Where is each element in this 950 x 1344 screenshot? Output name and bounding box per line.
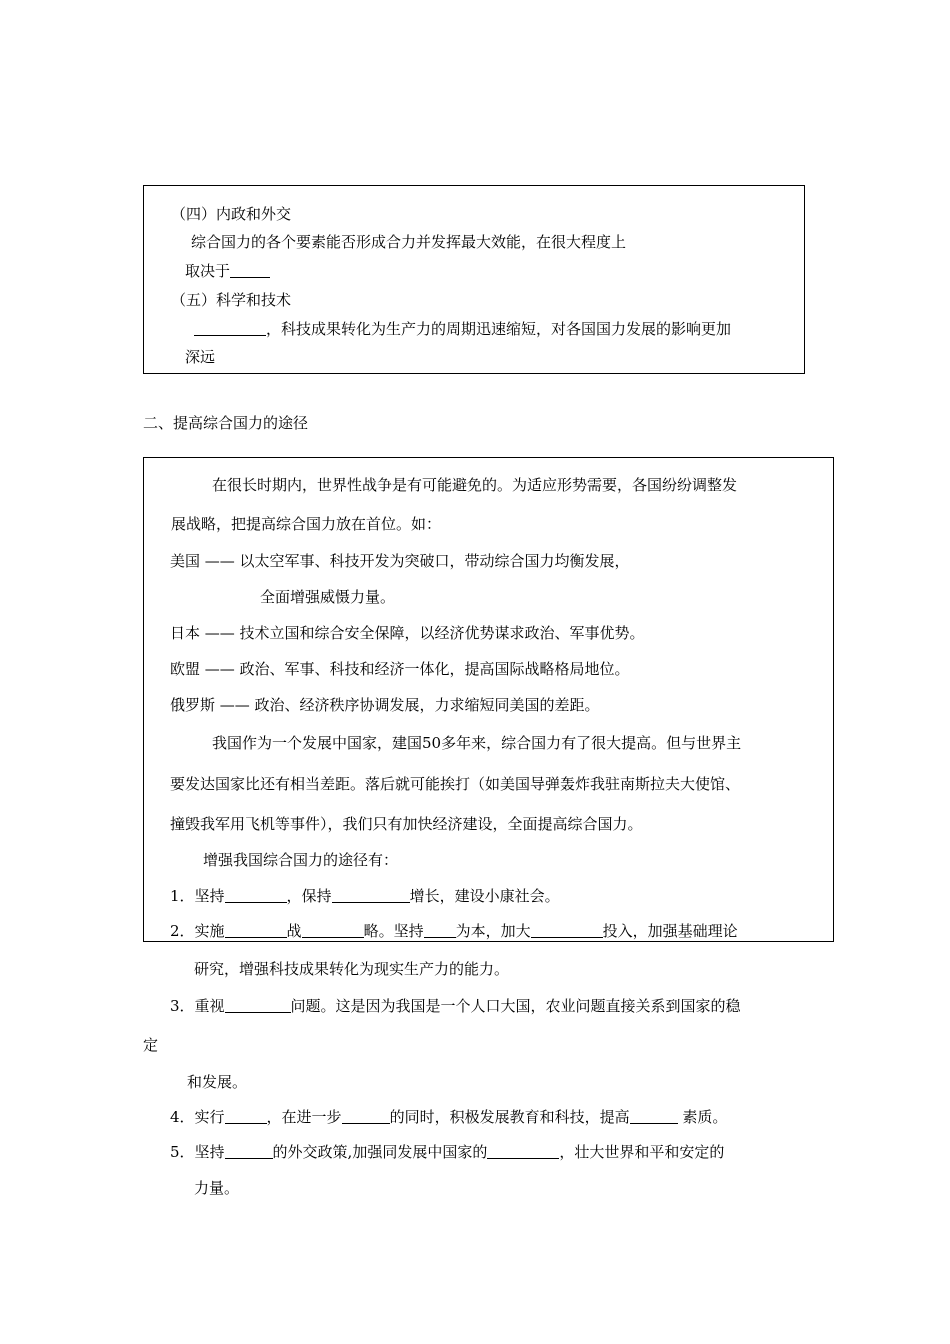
text-fragment: 1．坚持 [170, 887, 225, 905]
list-item [170, 885, 560, 906]
text-line: 撞毁我军用飞机等事件），我们只有加快经济建设，全面提高综合国力。 [170, 815, 643, 833]
text-fragment: 4．实行 [170, 1108, 225, 1126]
text-line: 力量。 [194, 1179, 240, 1197]
text-fragment: 素质。 [682, 1108, 728, 1126]
blank [630, 1108, 678, 1124]
text-fragment: ，科技成果转化为生产力的周期迅速缩短，对各国国力发展的影响更加 [266, 320, 732, 338]
text-line: 综合国力的各个要素能否形成合力并发挥最大效能，在很大程度上 [191, 233, 627, 251]
clipped-line [185, 342, 285, 366]
blank [225, 1108, 267, 1124]
text-fragment: 投入，加强基础理论 [602, 922, 738, 940]
text-line: 在很长时期内，世界性战争是有可能避免的。为适应形势需要，各国纷纷调整发 [212, 476, 738, 494]
text-line [194, 318, 731, 339]
blank [194, 320, 266, 336]
blank [230, 262, 270, 278]
text-fragment: 5．坚持 [170, 1143, 225, 1161]
list-item [170, 920, 738, 941]
heading-inner-outer-affairs: （四）内政和外交 [171, 205, 292, 223]
text-line: 我国作为一个发展中国家，建国50多年来，综合国力有了很大提高。但与世界主 [212, 734, 742, 752]
blank [302, 922, 364, 938]
text-line: 和发展。 [187, 1073, 248, 1091]
blank [332, 887, 410, 903]
text-fragment: ，保持 [286, 887, 332, 905]
text-line: 日本 —— 技术立国和综合安全保障，以经济优势谋求政治、军事优势。 [170, 624, 645, 642]
text-fragment: ，壮大世界和平和安定的 [559, 1143, 725, 1161]
text-line: 研究，增强科技成果转化为现实生产力的能力。 [194, 960, 510, 978]
text-fragment: ，在进一步 [266, 1108, 342, 1126]
blank [424, 922, 456, 938]
text-line: 俄罗斯 —— 政治、经济秩序协调发展，力求缩短同美国的差距。 [170, 696, 600, 714]
blank [531, 922, 603, 938]
blank [342, 1108, 390, 1124]
blank [487, 1143, 559, 1159]
text-fragment: 的外交政策,加强同发展中国家的 [272, 1143, 488, 1161]
text-fragment: 2．实施 [170, 922, 225, 940]
text-fragment: 取决于 [185, 262, 231, 280]
blank [225, 997, 291, 1013]
text-line: 欧盟 —— 政治、军事、科技和经济一体化，提高国际战略格局地位。 [170, 660, 630, 678]
text-line [185, 260, 270, 281]
text-line: 全面增强威慑力量。 [260, 588, 396, 606]
text-line: 增强我国综合国力的途径有： [203, 851, 399, 869]
blank [225, 922, 287, 938]
text-fragment: 问题。这是因为我国是一个人口大国，农业问题直接关系到国家的稳 [290, 997, 741, 1015]
text-line: 要发达国家比还有相当差距。落后就可能挨打（如美国导弹轰炸我驻南斯拉夫大使馆、 [170, 775, 741, 793]
text-line: 展战略，把提高综合国力放在首位。如： [171, 515, 442, 533]
text-fragment: 略。坚持 [363, 922, 424, 940]
text-line: 深远 [185, 348, 216, 366]
list-item [170, 995, 741, 1016]
list-item [170, 1106, 727, 1127]
text-fragment: 增长，建设小康社会。 [409, 887, 560, 905]
section-title: 二、提高综合国力的途径 [143, 414, 309, 432]
heading-science-technology: （五）科学和技术 [171, 291, 292, 309]
text-fragment: 为本，加大 [455, 922, 531, 940]
text-fragment: 的同时，积极发展教育和科技，提高 [389, 1108, 630, 1126]
text-fragment: 战 [286, 922, 302, 940]
list-item [170, 1141, 724, 1162]
text-fragment: 3．重视 [170, 997, 225, 1015]
blank [225, 887, 287, 903]
blank [225, 1143, 273, 1159]
text-line: 定 [143, 1036, 159, 1054]
text-line: 美国 —— 以太空军事、科技开发为突破口，带动综合国力均衡发展， [170, 552, 630, 570]
